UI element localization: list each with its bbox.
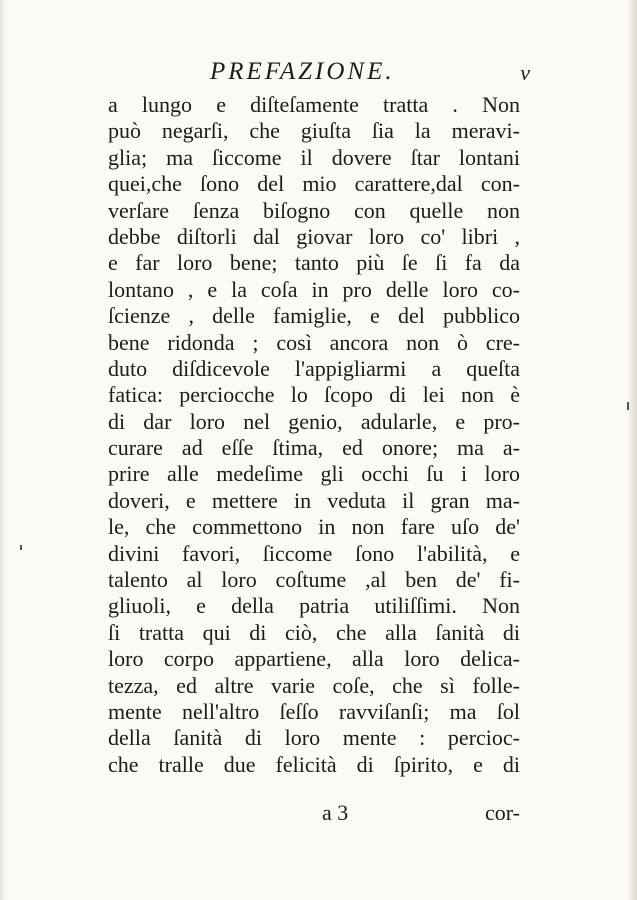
margin-speck <box>627 402 629 410</box>
catchword: cor- <box>485 800 520 825</box>
text-line: lontano , e la coſa in pro delle loro co- <box>108 276 520 302</box>
text-line: quei,che ſono del mio carattere,dal con- <box>108 171 520 197</box>
text-line: della ſanità di loro mente : percioc- <box>108 725 520 751</box>
page-right-edge <box>627 0 637 900</box>
text-line: mente nell'altro ſeſſo ravviſanſi; ma ſol <box>108 698 520 724</box>
text-line: prire alle medeſime gli occhi ſu i loro <box>108 461 520 487</box>
text-line: glia; ma ſiccome il dovere ſtar lontani <box>108 144 520 170</box>
text-line: e far loro bene; tanto più ſe ſi fa da <box>108 250 520 276</box>
text-line: talento al loro coſtume ,al ben de' fi- <box>108 567 520 593</box>
signature-mark: a 3 <box>322 800 349 825</box>
text-line: può negarſi, che giuſta ſia la meravi- <box>108 118 520 144</box>
text-line: fatica: perciocche lo ſcopo di lei non è <box>108 382 520 408</box>
text-line: curare ad eſſe ſtima, ed onore; ma a- <box>108 435 520 461</box>
margin-speck <box>20 545 22 550</box>
page-left-edge <box>0 0 6 900</box>
text-line: ſcienze , delle famiglie, e del pubblico <box>108 303 520 329</box>
running-title: PREFAZIONE. <box>210 58 395 85</box>
text-line: le, che commettono in non fare uſo de' <box>108 514 520 540</box>
text-line: tezza, ed altre varie coſe, che sì folle- <box>108 672 520 698</box>
text-line: di dar loro nel genio, adularle, e pro- <box>108 408 520 434</box>
page-header <box>110 58 530 92</box>
page-footer <box>108 800 520 830</box>
text-line: che tralle due felicità di ſpirito, e di <box>108 751 520 777</box>
text-line: a lungo e diſteſamente tratta . Non <box>108 92 520 117</box>
text-line: debbe diſtorli dal giovar loro co' libri , <box>108 223 520 249</box>
text-line: gliuoli, e della patria utiliſſimi. Non <box>108 593 520 619</box>
body-text <box>108 92 520 778</box>
text-line: verſare ſenza biſogno con quelle non <box>108 197 520 223</box>
text-line: doveri, e mettere in veduta il gran ma- <box>108 487 520 513</box>
text-line: bene ridonda ; così ancora non ò cre- <box>108 329 520 355</box>
text-line: loro corpo appartiene, alla loro delica- <box>108 646 520 672</box>
page-number: v <box>520 60 530 85</box>
text-line: ſi tratta qui di ciò, che alla ſanità di <box>108 619 520 645</box>
text-line: divini favori, ſiccome ſono l'abilità, e <box>108 540 520 566</box>
text-line: duto diſdicevole l'appigliarmi a queſta <box>108 355 520 381</box>
